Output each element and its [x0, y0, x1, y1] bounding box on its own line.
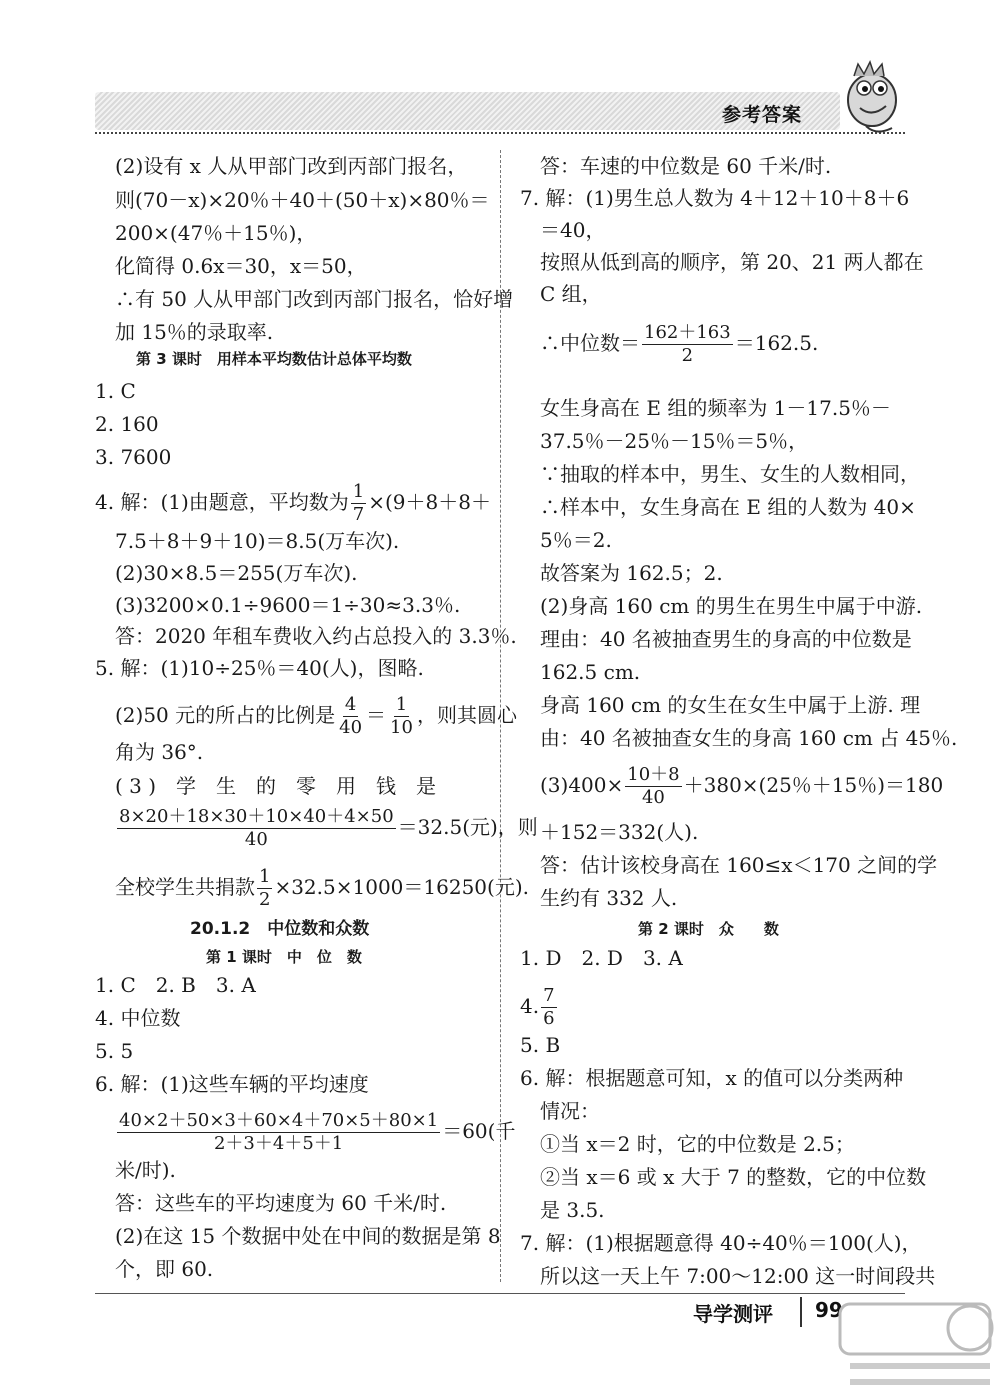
text-line: 7.5＋8＋9＋10)＝8.5(万车次). — [115, 529, 400, 553]
fraction: $\frac{8\times 20+18\times 30+10\times 40+4\times 50}{40}$ — [119, 806, 394, 850]
text-line: 生约有 332 人. — [540, 886, 678, 910]
text-line: 理由：40 名被抽查男生的身高的中位数是 — [540, 627, 912, 651]
text-line: 答：2020 年租车费收入约占总投入的 3.3％. — [115, 624, 517, 648]
text-line: 全校学生共捐款 $\frac{1}{2}$ ×32.5×1000＝16250(元). — [115, 866, 529, 910]
fraction: $\frac{1}{2}$ — [259, 866, 271, 910]
footer-book-title: 导学测评 — [693, 1302, 773, 1326]
text-line: (2)设有 x 人从甲部门改到丙部门报名， — [115, 154, 468, 178]
answer-line: 6. 解：(1)这些车辆的平均速度 — [95, 1072, 369, 1096]
answer-line: 1. C 2. B 3. A — [95, 973, 256, 997]
fraction: $\frac{1}{7}$ — [352, 481, 365, 525]
answer-line: 5. 5 — [95, 1039, 134, 1063]
fraction: $\frac{7}{6}$ — [543, 985, 555, 1029]
text-line: $\frac{8\times 20+18\times 30+10\times 40+4\times 50}{40}$ ＝32.5(元)，则 — [119, 806, 538, 850]
answer-line: 1. C — [95, 379, 136, 403]
header-divider — [95, 132, 905, 134]
dinosaur-mascot-icon — [836, 58, 908, 138]
footer-separator — [800, 1297, 802, 1327]
fraction: $\frac{162+163}{2}$ — [644, 322, 731, 366]
text-line: ( 3 ) 学 生 的 零 用 钱 是 — [115, 774, 437, 798]
text-line: 162.5 cm. — [540, 660, 641, 684]
section-heading: 第 2 课时 众 数 — [638, 920, 779, 938]
answer-line: 6. 解：根据题意可知，x 的值可以分类两种 — [520, 1066, 904, 1090]
text-line: 则(70－x)×20％＋40＋(50＋x)×80％＝ — [115, 188, 490, 212]
text-line: (2)30×8.5＝255(万车次). — [115, 561, 358, 585]
section-heading: 20.1.2 中位数和众数 — [190, 919, 370, 939]
text-line: 所以这一天上午 7:00～12:00 这一时间段共 — [540, 1264, 936, 1288]
text-line: 37.5％－25％－15％＝5％， — [540, 429, 809, 453]
text-line: (3)400× $\frac{10+8}{40}$ ＋380×(25％＋15％)＝180 — [540, 764, 944, 808]
text-line: 女生身高在 E 组的频率为 1－17.5％－ — [540, 396, 891, 420]
text-line: 答：车速的中位数是 60 千米/时. — [540, 154, 832, 178]
fraction: $\frac{10+8}{40}$ — [627, 764, 680, 808]
answer-line: 7. 解：(1)根据题意得 40÷40％＝100(人)， — [520, 1231, 922, 1255]
text-line: 化简得 0.6x＝30，x＝50， — [115, 254, 367, 278]
text-line: 答：这些车的平均速度为 60 千米/时. — [115, 1191, 447, 1215]
text-line: 按照从低到高的顺序，第 20、21 两人都在 — [540, 250, 924, 274]
text-line: ∴有 50 人从甲部门改到丙部门报名，恰好增 — [115, 287, 514, 311]
text-line: C 组， — [540, 282, 602, 306]
text-line: 个，即 60. — [115, 1257, 214, 1281]
answer-line: 4. $\frac{7}{6}$ — [520, 985, 555, 1029]
text-line: (2)在这 15 个数据中处在中间的数据是第 8 — [115, 1224, 501, 1248]
header-title: 参考答案 — [722, 104, 803, 126]
text-line: 200×(47％＋15％)， — [115, 221, 317, 245]
answer-line: 5. B — [520, 1033, 561, 1057]
section-heading: 第 1 课时 中 位 数 — [206, 948, 362, 966]
answer-line: 4. 解：(1)由题意，平均数为 $\frac{1}{7}$ ×(9＋8＋8＋ — [95, 481, 491, 525]
text-line: ∵抽取的样本中，男生、女生的人数相同， — [540, 462, 920, 486]
text-line: ＋152＝332(人). — [540, 820, 699, 844]
fraction: $\frac{40\times 2+50\times 3+60\times 4+70\times 5+80\times 1}{2+3+4+5+1}$ — [119, 1110, 439, 1154]
text-line: 是 3.5. — [540, 1198, 605, 1222]
text-line: 答：估计该校身高在 160≤x＜170 之间的学 — [540, 853, 938, 877]
text-line: ①当 x＝2 时，它的中位数是 2.5； — [540, 1132, 855, 1156]
text-line: 角为 36°. — [115, 740, 204, 764]
page-number: 99 — [815, 1298, 843, 1322]
text-line: 米/时). — [115, 1158, 176, 1182]
answer-line: 5. 解：(1)10÷25％＝40(人)，图略. — [95, 656, 424, 680]
fraction: $\frac{4}{40}$ — [339, 694, 363, 738]
footer-rule — [95, 1293, 905, 1294]
text-line: ∴样本中，女生身高在 E 组的人数为 40× — [540, 495, 916, 519]
text-line: 由：40 名被抽查女生的身高 160 cm 占 45％. — [540, 726, 958, 750]
fraction: $\frac{1}{10}$ — [390, 694, 413, 738]
text-line: (2)身高 160 cm 的男生在男生中属于中游. — [540, 594, 923, 618]
text-line: 加 15％的录取率. — [115, 320, 274, 344]
text-line: $\frac{40\times 2+50\times 3+60\times 4+70\times 5+80\times 1}{2+3+4+5+1}$ ＝60(千 — [119, 1110, 516, 1154]
watermark-logo-icon — [820, 1300, 1000, 1392]
text-line: 5％＝2. — [540, 528, 612, 552]
answer-line: 2. 160 — [95, 412, 159, 436]
text-line: 身高 160 cm 的女生在女生中属于上游. 理 — [540, 693, 921, 717]
text-line: (3)3200×0.1÷9600＝1÷30≈3.3％. — [115, 593, 461, 617]
text-line: ＝40， — [540, 218, 606, 242]
answer-line: 3. 7600 — [95, 445, 172, 469]
text-line: 情况： — [540, 1099, 600, 1123]
text-line: (2)50 元的所占的比例是 $\frac{4}{40}$ ＝ $\frac{1}{10}$ ，则其圆心 — [115, 694, 517, 738]
section-heading: 第 3 课时 用样本平均数估计总体平均数 — [136, 350, 412, 368]
text-line: ∴中位数＝ $\frac{162+163}{2}$ ＝162.5. — [540, 322, 819, 366]
answer-line: 4. 中位数 — [95, 1006, 181, 1030]
text-line: 故答案为 162.5；2. — [540, 561, 723, 585]
text-line: ②当 x＝6 或 x 大于 7 的整数，它的中位数 — [540, 1165, 927, 1189]
answer-line: 1. D 2. D 3. A — [520, 946, 683, 970]
answer-line: 7. 解：(1)男生总人数为 4＋12＋10＋8＋6 — [520, 186, 910, 210]
